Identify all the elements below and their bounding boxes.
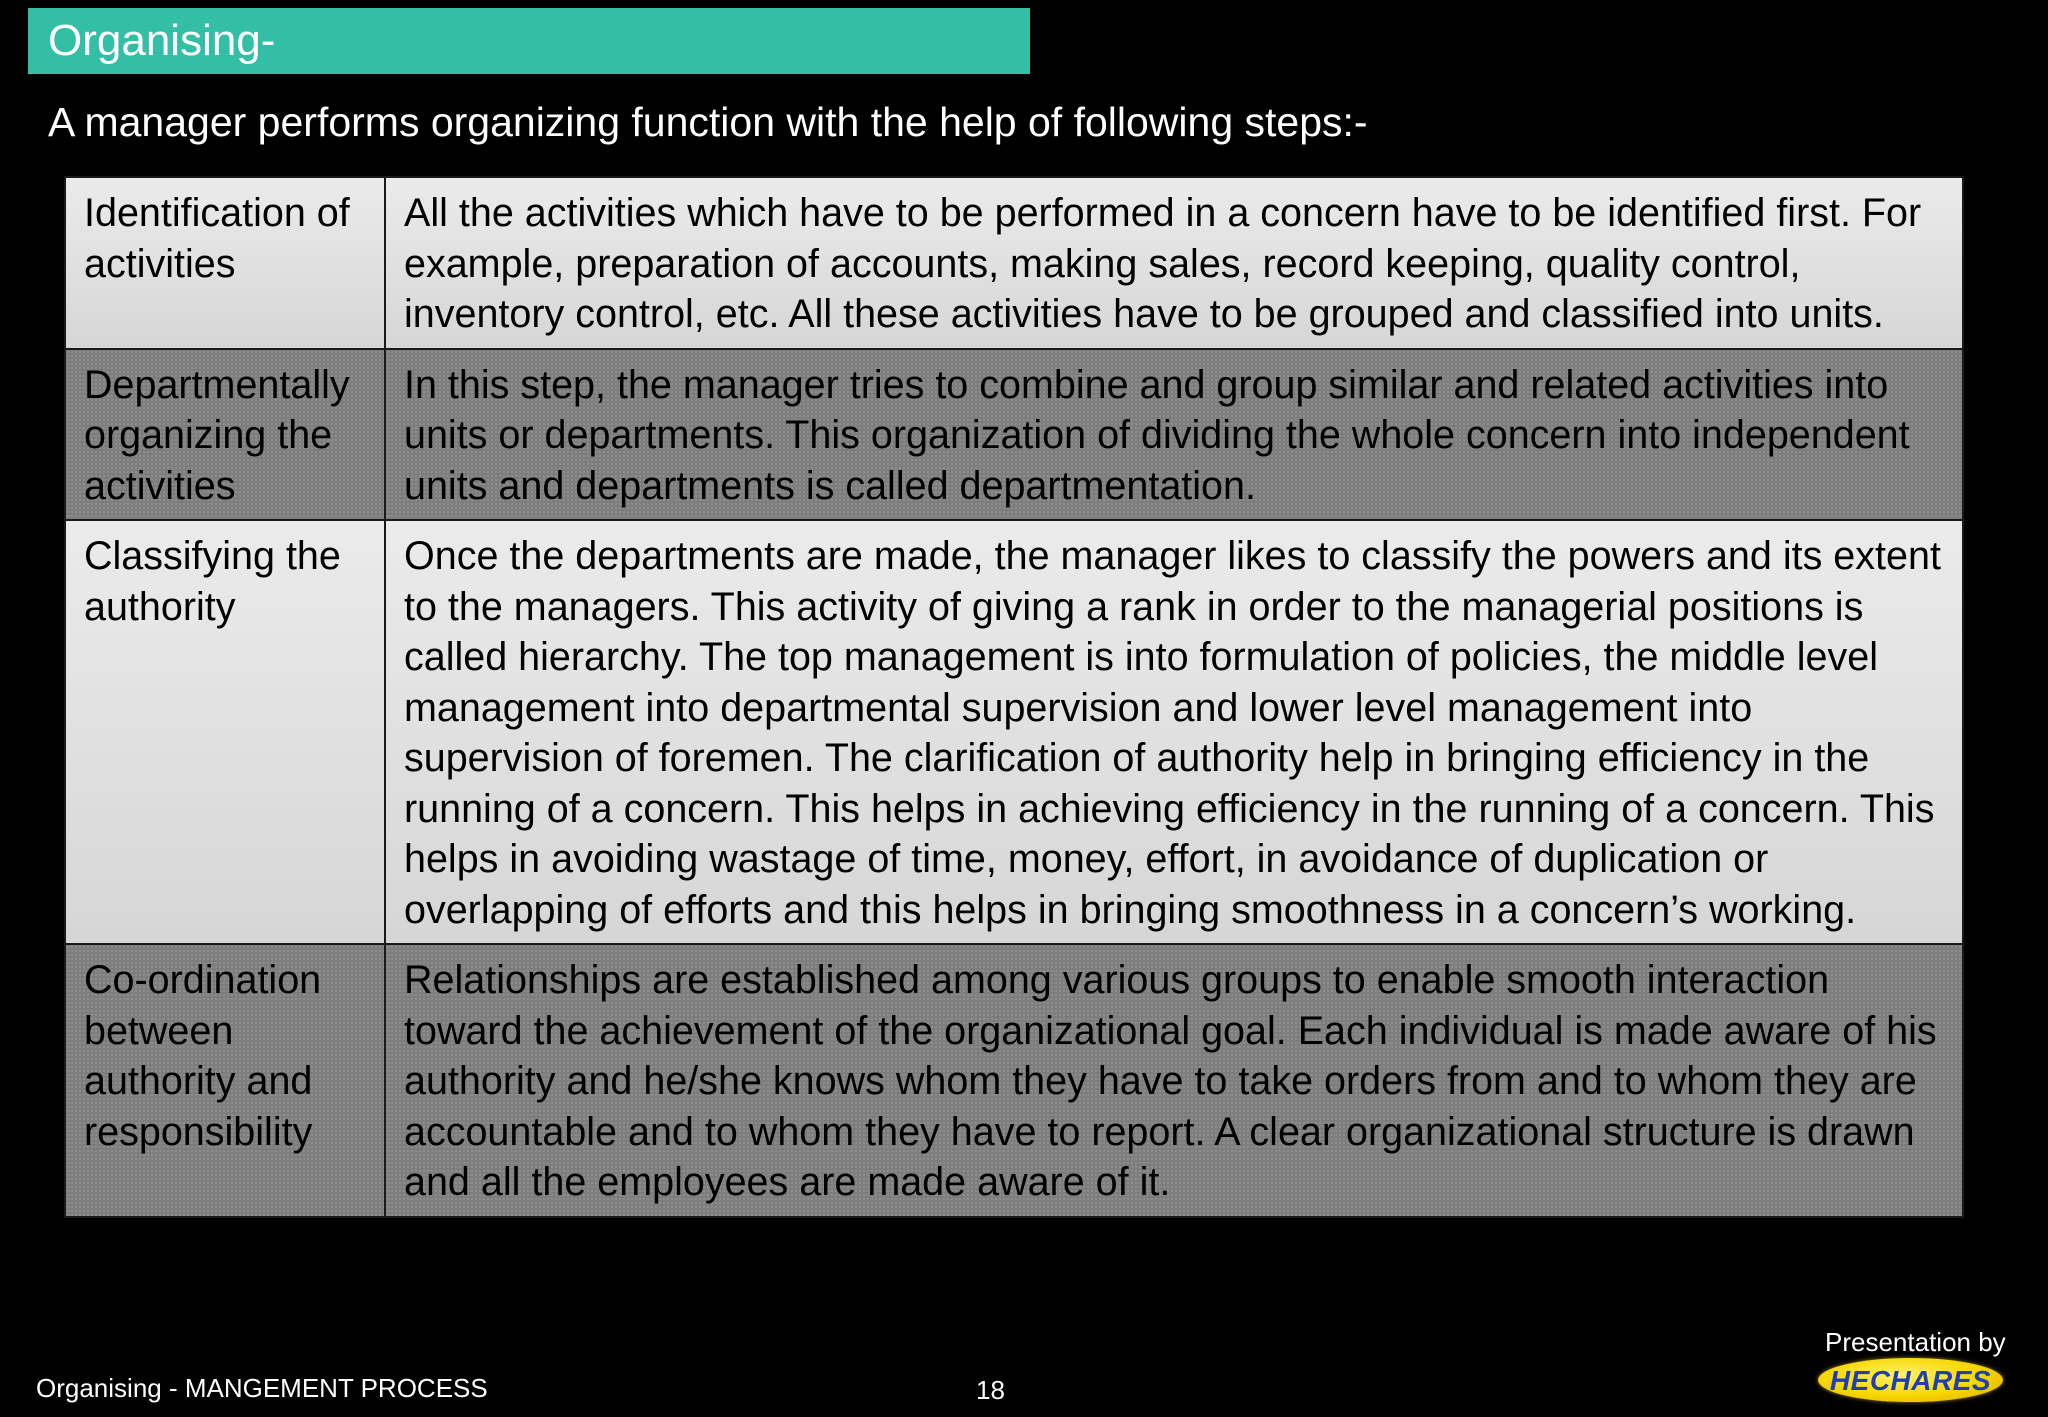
slide-subtitle: A manager performs organizing function with the help of following steps:-: [48, 99, 1368, 145]
step-term: Co-ordination between authority and responsibility: [65, 944, 385, 1217]
presentation-credit: Presentation by: [1825, 1327, 2006, 1357]
step-description: Once the departments are made, the manager likes to classify the powers and its extent to the managers. This activity of giving a rank in order to the managerial positions is called hierarchy. The top management is into formulation of policies, the middle level management into departmental supervision and lower level management into supervision of foremen. The clarification of authority help in bringing efficiency in the running of a concern. This helps in achieving efficiency in the running of a concern. This helps in avoiding wastage of time, money, effort, in avoidance of duplication or overlapping of efforts and this helps in bringing smoothness in a concern’s working.: [385, 520, 1963, 944]
step-term: Departmentally organizing the activities: [65, 349, 385, 521]
step-description: In this step, the manager tries to combine and group similar and related activities into units or departments. This organization of dividing the whole concern into independent units and departments is called departmentation.: [385, 349, 1963, 521]
table-row: [65, 520, 1963, 944]
hechares-logo: [1818, 1358, 2003, 1402]
step-description: All the activities which have to be performed in a concern have to be identified first. For example, preparation of accounts, making sales, record keeping, quality control, inventory control, etc. All these activities have to be grouped and classified into units.: [385, 177, 1963, 349]
steps-table: [64, 176, 1964, 1218]
title-bar: [28, 8, 1030, 74]
step-description: Relationships are established among various groups to enable smooth interaction toward the achievement of the organizational goal. Each individual is made aware of his authority and he/she knows whom they have to take orders from and to whom they are accountable and to whom they have to report. A clear organizational structure is drawn and all the employees are made aware of it.: [385, 944, 1963, 1217]
footer-title: Organising - MANGEMENT PROCESS: [36, 1373, 488, 1403]
logo-text: HECHARES: [1829, 1365, 1992, 1396]
page-number: 18: [976, 1375, 1005, 1405]
step-term: Classifying the authority: [65, 520, 385, 944]
step-term: Identification of activities: [65, 177, 385, 349]
table-row: [65, 177, 1963, 349]
slide-title: Organising-: [48, 16, 276, 65]
table-row: [65, 349, 1963, 521]
table-row: [65, 944, 1963, 1217]
